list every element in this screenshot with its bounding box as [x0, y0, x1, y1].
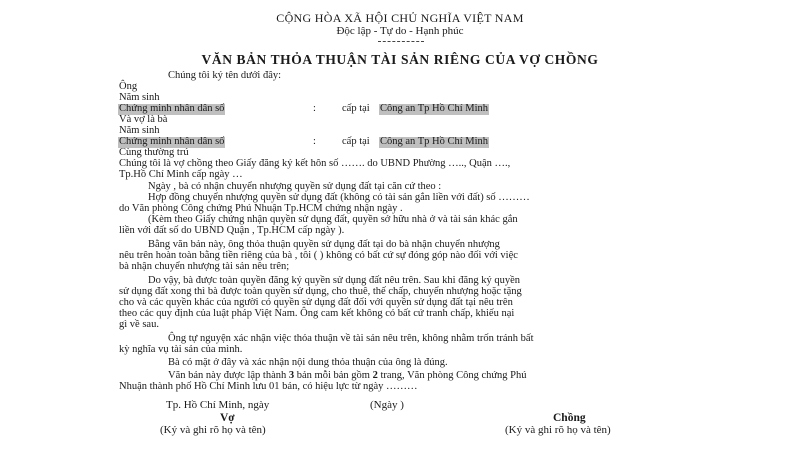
husband-issued-prefix: cấp tại: [342, 103, 370, 114]
paragraph-4-line-3: bà nhận chuyển nhượng tài sản nêu trên;: [119, 261, 290, 272]
paragraph-5-line-3: cho và các quyền khác của người có quyền sử dụng đất đối với quyền sử dụng đất tại nêu trên: [119, 297, 513, 308]
paragraph-5-line-5: gì về sau.: [119, 319, 159, 330]
paragraph-7: Bà có mặt ở đây và xác nhận nội dung thỏa thuận của ông là đúng.: [168, 357, 448, 368]
paragraph-2-line-1: Hợp đồng chuyển nhượng quyền sử dụng đất (không có tài sản gắn liền với đất) số ………: [148, 192, 530, 203]
husband-issued-place: Công an Tp Hồ Chí Minh: [380, 103, 489, 114]
husband-signature-note: (Ký và ghi rõ họ và tên): [505, 424, 611, 436]
husband-birth-label: Năm sinh: [119, 92, 160, 103]
paragraph-8-text-a: Văn bản này được lập thành: [168, 370, 289, 381]
husband-id-colon: :: [313, 103, 316, 114]
paragraph-6-line-1: Ông tự nguyện xác nhận việc thỏa thuận về tài sản nêu trên, không nhằm trốn tránh bất: [168, 333, 534, 344]
wife-id-label: Chứng minh nhân dân số: [119, 136, 225, 147]
paragraph-5-line-2: sử dụng đất xong thì bà được toàn quyền sử dụng, cho thuê, thế chấp, chuyển nhượng hoặc tặng: [119, 286, 522, 297]
wife-signature-note: (Ký và ghi rõ họ và tên): [160, 424, 266, 436]
wife-birth-label: Năm sinh: [119, 125, 160, 136]
residence-label: Cùng thường trú: [119, 147, 189, 158]
paragraph-8-text-b: bản mỗi bản gồm: [294, 370, 373, 381]
wife-id-colon: :: [313, 136, 316, 147]
document-title: VĂN BẢN THỎA THUẬN TÀI SẢN RIÊNG CỦA VỢ CHỒNG: [201, 52, 599, 67]
wife-issued-prefix: cấp tại: [342, 136, 370, 147]
wife-intro: Và vợ là bà: [119, 114, 168, 125]
paragraph-8-line-1: [168, 371, 527, 382]
paragraph-3-line-2: liền với đất số do UBND Quận , Tp.HCM cấp ngày ).: [119, 225, 345, 236]
motto-divider: [378, 41, 424, 42]
pages-count: 2: [372, 370, 378, 381]
husband-id-label: Chứng minh nhân dân số: [119, 103, 225, 114]
husband-label: Ông: [119, 81, 138, 92]
marriage-line-1: Chúng tôi là vợ chồng theo Giấy đăng ký kết hôn số ……. do UBND Phường ….., Quận ….,: [119, 158, 511, 169]
signature-place-date: Tp. Hồ Chí Minh, ngày: [166, 399, 270, 411]
marriage-line-2: Tp.Hồ Chí Minh cấp ngày …: [119, 169, 243, 180]
intro-line: Chúng tôi ký tên dưới đây:: [168, 70, 282, 81]
signature-date-note: (Ngày ): [370, 399, 404, 411]
paragraph-5-line-1: Do vậy, bà được toàn quyền đăng ký quyền sử dụng đất nêu trên. Sau khi đăng ký quyền: [148, 275, 521, 286]
husband-signature-label: Chồng: [553, 412, 586, 424]
wife-issued-place: Công an Tp Hồ Chí Minh: [380, 136, 489, 147]
paragraph-4-line-2: nêu trên hoàn toàn bằng tiền riêng của bà , tôi ( ) không có bất cứ sự đóng góp nào đối với việc: [119, 250, 518, 261]
national-heading: CỘNG HÒA XÃ HỘI CHỦ NGHĨA VIỆT NAM: [276, 11, 524, 25]
paragraph-3-line-1: (Kèm theo Giấy chứng nhận quyền sử dụng đất, quyền sở hữu nhà ở và tài sản khác gắn: [148, 214, 518, 225]
paragraph-2-line-2: do Văn phòng Công chứng Phú Nhuận Tp.HCM chứng nhận ngày .: [119, 203, 403, 214]
national-motto: Độc lập - Tự do - Hạnh phúc: [336, 25, 464, 37]
wife-signature-label: Vợ: [220, 412, 235, 424]
paragraph-1: Ngày , bà có nhận chuyển nhượng quyền sử dụng đất tại căn cứ theo :: [148, 181, 442, 192]
paragraph-6-line-2: kỳ nghĩa vụ tài sản của mình.: [119, 344, 243, 355]
paragraph-4-line-1: Bằng văn bản này, ông thỏa thuận quyền sử dụng đất tại do bà nhận chuyển nhượng: [148, 239, 500, 250]
paragraph-8-text-c: trang, Văn phòng Công chứng Phú: [377, 370, 527, 381]
copies-count: 3: [288, 370, 295, 381]
paragraph-5-line-4: theo các quy định của luật pháp Việt Nam. Ông cam kết không có bất cứ tranh chấp, khiếu nại: [119, 308, 515, 319]
paragraph-8-line-2: Nhuận thành phố Hồ Chí Minh lưu 01 bản, có hiệu lực từ ngày ………: [119, 381, 418, 392]
